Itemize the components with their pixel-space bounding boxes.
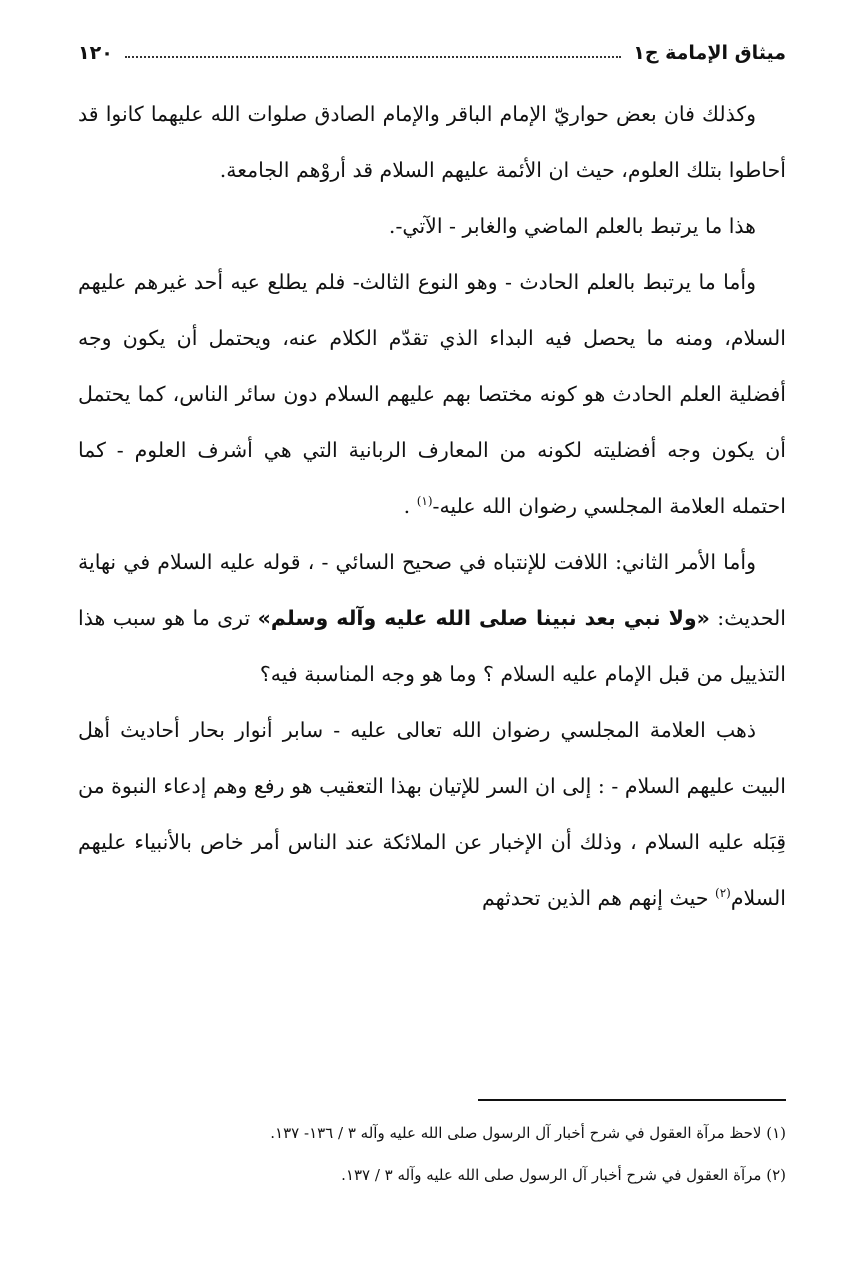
paragraph-4-after: ترى ما هو سبب هذا التذييل من قبل الإمام عليه السلام ؟ وما هو وجه المناسبة فيه؟ xyxy=(78,606,786,686)
footnote-2: (٢) مرآة العقول في شرح أخبار آل الرسول صلى الله عليه وآله ٣ / ١٣٧. xyxy=(341,1166,786,1184)
footnote-separator xyxy=(478,1099,786,1101)
paragraph-2: هذا ما يرتبط بالعلم الماضي والغابر - الآتي-. xyxy=(388,214,756,238)
header-dotted-leader xyxy=(125,56,621,58)
footnote-1: (١) لاحظ مرآة العقول في شرح أخبار آل الرسول صلى الله عليه وآله ٣ / ١٣٦- ١٣٧. xyxy=(270,1124,786,1142)
paragraph-5-after: حيث إنهم هم الذين تحدثهم xyxy=(481,886,716,910)
paragraph-4-before: وأما الأمر الثاني: اللافت للإنتباه في صحيح السائي - ، قوله عليه السلام في نهاية الحديث: xyxy=(78,550,786,630)
page-header xyxy=(78,30,786,64)
paragraph-1: وكذلك فان بعض حواريّ الإمام الباقر والإمام الصادق صلوات الله عليهما كانوا قد أحاطوا بتلك العلوم، حيث ان الأئمة عليهم السلام قد أروْهم الجامعة. xyxy=(78,102,786,182)
paragraph-5-before: ذهب العلامة المجلسي رضوان الله تعالى عليه - سابر أنوار بحار أحاديث أهل البيت عليهم السلام - : إلى ان السر للإتيان بهذا التعقيب هو رفع وهم إدعاء النبوة من قِبَله عليه السلام ، وذلك أن الإخبار عن الملائكة عند الناس أمر خاص بالأنبياء عليهم السلام xyxy=(78,718,786,910)
paragraph-4 xyxy=(78,534,786,702)
book-title: ميثاق الإمامة ج١ xyxy=(633,42,786,64)
paragraph-3 xyxy=(78,254,786,534)
paragraph-5 xyxy=(78,702,786,926)
footnotes xyxy=(78,1112,786,1196)
page-number: ١٢٠ xyxy=(78,42,113,64)
footnote-ref-1: (١) xyxy=(416,494,433,509)
footnote-ref-2: (٢) xyxy=(715,886,731,901)
hadith-quote: «ولا نبي بعد نبينا صلى الله عليه وآله وسلم» xyxy=(257,606,710,630)
paragraph-3-text: وأما ما يرتبط بالعلم الحادث - وهو النوع الثالث- فلم يطلع عيه أحد غيرهم عليهم السلام، ومنه ما يحصل فيه البداء الذي تقدّم الكلام عنه، ويحتمل أن يكون وجه أفضلية العلم الحادث هو كونه مختصا بهم عليهم السلام دون سائر الناس، كما يحتمل أن يكون وجه أفضليته لكونه من المعارف الربانية التي هي أشرف العلوم - كما احتمله العلامة المجلسي رضوان الله عليه- xyxy=(78,270,786,518)
body-text xyxy=(78,86,786,926)
paragraph-3-end: . xyxy=(403,494,411,518)
